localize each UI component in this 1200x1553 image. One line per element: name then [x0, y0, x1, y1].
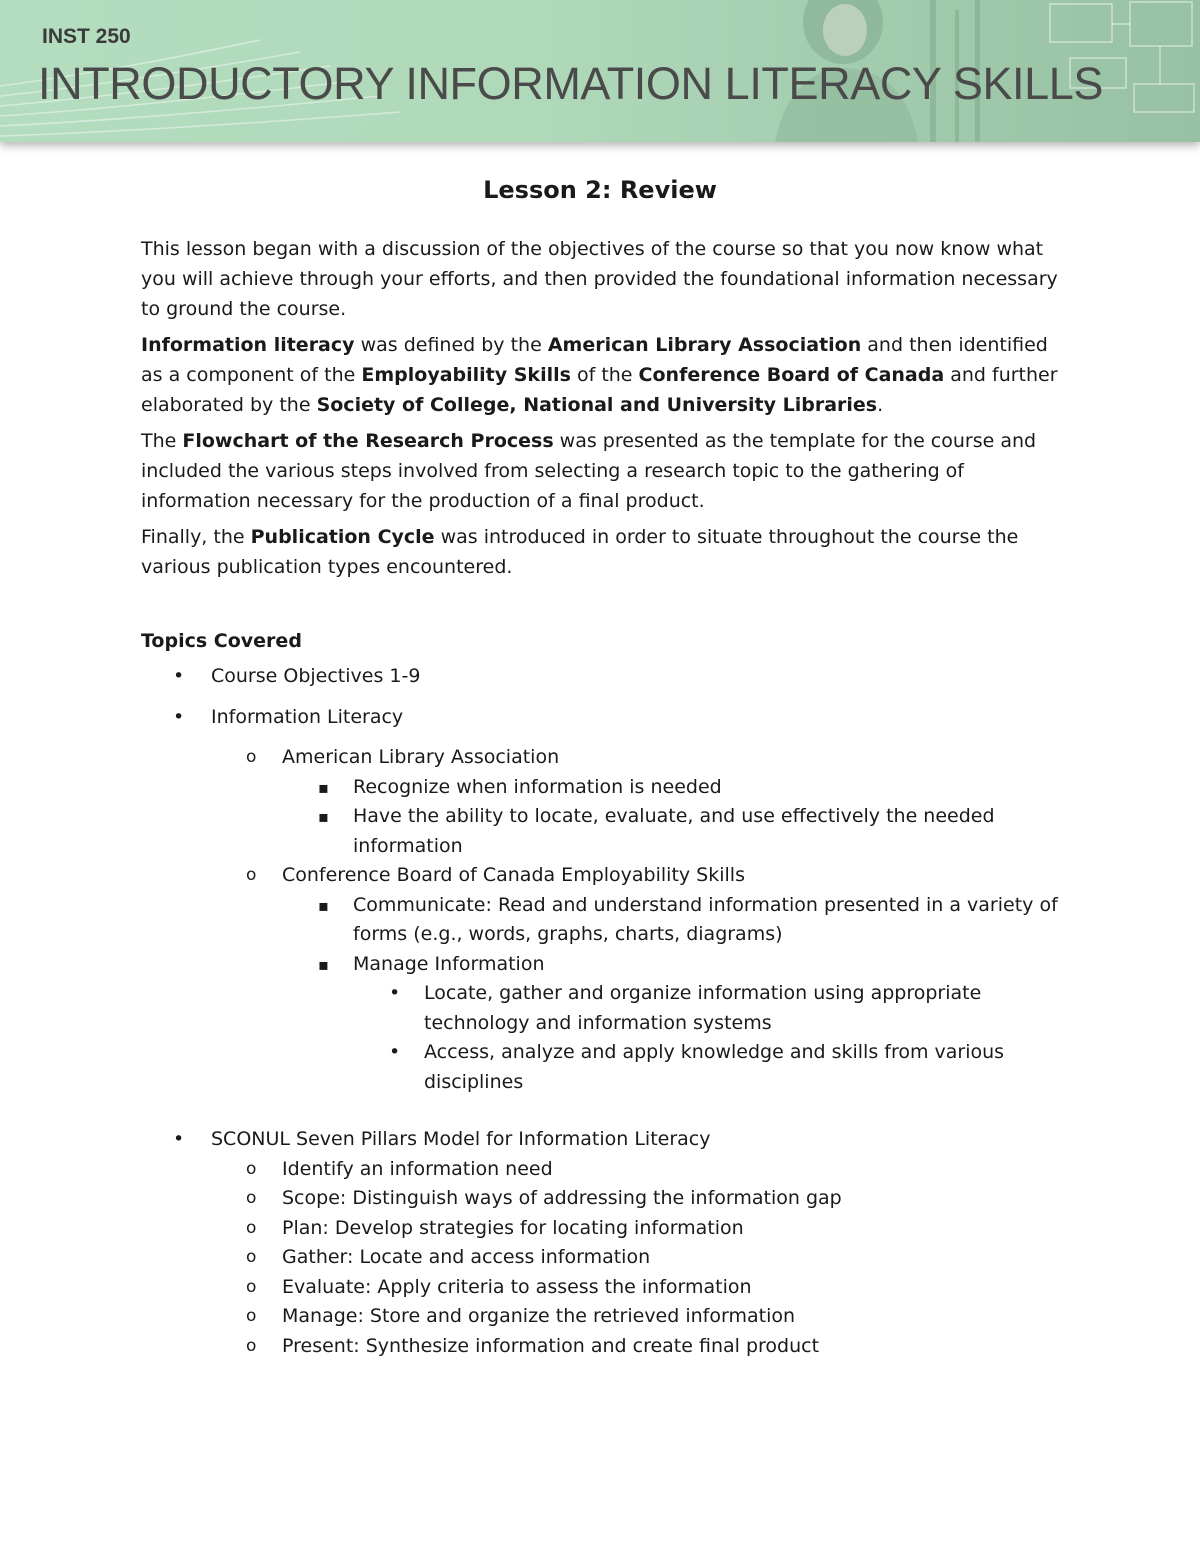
topics-heading: Topics Covered: [141, 630, 302, 652]
list-item-text: Communicate: Read and understand information presented in a variety of forms (e.g., words, graphs, charts, diagrams): [353, 893, 1058, 945]
information-literacy-sublist: [211, 743, 1071, 1097]
list-item-text: Course Objectives 1-9: [211, 665, 421, 687]
paragraph-text: Finally, the: [141, 526, 251, 548]
list-item-text: Access, analyze and apply knowledge and skills from various disciplines: [424, 1041, 1005, 1093]
list-item-text: SCONUL Seven Pillars Model for Information Literacy: [211, 1128, 711, 1150]
bold-term: Publication Cycle: [250, 526, 435, 548]
paragraph-text: of the: [570, 364, 639, 386]
list-item: [211, 1184, 1071, 1214]
circle-bullet-icon: o: [246, 1188, 257, 1208]
sconul-sublist: [211, 1155, 1071, 1362]
bold-term: Employability Skills: [361, 364, 571, 386]
circle-bullet-icon: o: [246, 747, 257, 767]
bold-term: Society of College, National and University Libraries: [316, 394, 878, 416]
list-item-information-literacy: [141, 703, 1071, 1098]
paragraph-text: was defined by the: [354, 334, 548, 356]
bullet-icon: •: [173, 705, 185, 728]
list-item-text: Identify an information need: [282, 1157, 553, 1180]
paragraph-text: .: [877, 394, 884, 416]
square-bullet-icon: ▪: [318, 895, 329, 915]
circle-bullet-icon: o: [246, 1158, 257, 1179]
square-bullet-icon: ▪: [318, 777, 329, 797]
list-item-manage-information: [282, 950, 1071, 1098]
circle-bullet-icon: o: [246, 1306, 257, 1326]
ala-sublist: [282, 773, 1071, 862]
bullet-icon: •: [173, 1128, 185, 1150]
intro-paragraph: This lesson began with a discussion of the objectives of the course so that you now know what you will achieve through your efforts, and then provided the foundational information necessary to ground the course.: [141, 238, 1058, 320]
document-body: [141, 176, 1071, 1372]
paragraph-text: and then identified as a component of the: [141, 334, 1048, 386]
circle-bullet-icon: o: [246, 1335, 257, 1356]
topics-list: [141, 662, 1071, 1361]
list-item: [211, 1214, 1071, 1244]
course-code: INST 250: [42, 25, 131, 48]
list-item-text: Plan: Develop strategies for locating information: [282, 1216, 744, 1239]
list-item-text: Scope: Distinguish ways of addressing the information gap: [282, 1187, 842, 1209]
list-item-text: Conference Board of Canada Employability Skills: [282, 864, 745, 886]
bullet-icon: •: [173, 665, 185, 687]
list-item: [353, 979, 1071, 1038]
list-item-text: Recognize when information is needed: [353, 775, 722, 798]
list-item: [211, 1302, 1071, 1332]
list-item-text: Information Literacy: [211, 705, 404, 728]
course-title: INTRODUCTORY INFORMATION LITERACY SKILLS: [38, 58, 1104, 109]
circle-bullet-icon: o: [246, 865, 257, 885]
bullet-icon: •: [389, 982, 401, 1004]
list-item-text: Manage Information: [353, 952, 545, 975]
flowchart-paragraph: [141, 426, 1071, 516]
list-item-sconul: [141, 1125, 1071, 1361]
list-item-text: Evaluate: Apply criteria to assess the information: [282, 1275, 752, 1298]
list-item-text: Manage: Store and organize the retrieved information: [282, 1305, 796, 1327]
circle-bullet-icon: o: [246, 1276, 257, 1297]
bold-term: Information literacy: [141, 334, 355, 356]
list-item-ala: [211, 743, 1071, 861]
publication-cycle-paragraph: [141, 522, 1071, 582]
paragraph-text: The: [141, 430, 183, 452]
bold-term: Flowchart of the Research Process: [182, 430, 554, 452]
list-item-text: Have the ability to locate, evaluate, and use effectively the needed information: [353, 805, 995, 857]
list-item: [353, 1038, 1071, 1097]
list-item-text: Gather: Locate and access information: [282, 1246, 651, 1268]
list-item: [211, 1243, 1071, 1273]
list-item-conference-board: [211, 861, 1071, 1097]
paragraph-text: was presented as the template for the course and included the various steps involved from selecting a research topic to the gathering of information necessary for the production of a final product.: [141, 430, 1037, 512]
bullet-icon: •: [389, 1041, 401, 1063]
list-item-text: Locate, gather and organize information using appropriate technology and information systems: [424, 982, 982, 1034]
list-item: [211, 1332, 1071, 1362]
list-item: [282, 773, 1071, 803]
paragraph-text: was introduced in order to situate throughout the course the various publication types encountered.: [141, 526, 1019, 578]
header-banner: [0, 0, 1200, 142]
bold-term: American Library Association: [547, 334, 862, 356]
bold-term: Conference Board of Canada: [638, 364, 945, 386]
list-item: [211, 1273, 1071, 1303]
list-item-text: Present: Synthesize information and create final product: [282, 1334, 820, 1357]
list-item: [282, 891, 1071, 950]
information-literacy-paragraph: [141, 330, 1071, 420]
conference-board-sublist: [282, 891, 1071, 1098]
circle-bullet-icon: o: [246, 1247, 257, 1267]
square-bullet-icon: ▪: [318, 807, 329, 826]
square-bullet-icon: ▪: [318, 954, 329, 974]
circle-bullet-icon: o: [246, 1217, 257, 1238]
list-item: [282, 802, 1071, 861]
list-item-text: American Library Association: [282, 746, 560, 768]
list-item: [211, 1155, 1071, 1185]
paragraph-text: and further elaborated by the: [141, 364, 1058, 416]
manage-information-sublist: [353, 979, 1071, 1097]
list-item-course-objectives: [141, 662, 1071, 692]
lesson-title: Lesson 2: Review: [483, 176, 717, 204]
